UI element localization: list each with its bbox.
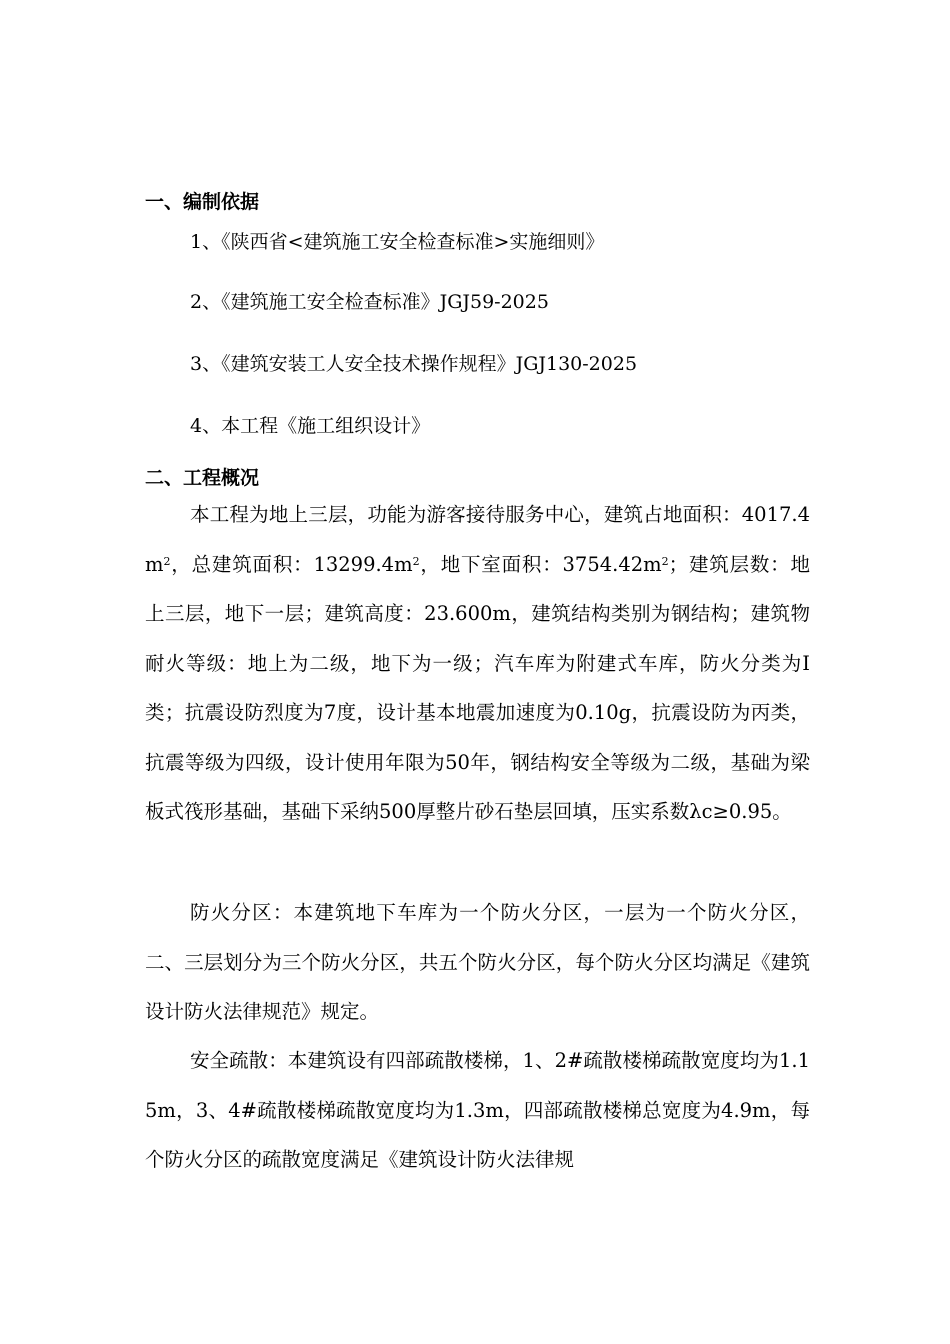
overview-text-part2: ，总建筑面积：13299.4m	[170, 552, 413, 576]
section-heading-overview: 二、工程概况	[145, 467, 260, 489]
superscript-unit-3: 2	[661, 554, 669, 568]
superscript-unit-2: 2	[412, 554, 420, 568]
overview-paragraph	[145, 490, 810, 837]
overview-text-intro: 本工程为地上三层，功能为游客接待服务中心，建筑占地面积：4017.4m	[145, 503, 810, 576]
fire-zone-paragraph: 防火分区：本建筑地下车库为一个防火分区，一层为一个防火分区，二、三层划分为三个防火分区，共五个防火分区，每个防火分区均满足《建筑设计防火法律规范》规定。	[145, 901, 810, 1023]
evacuation-paragraph: 安全疏散：本建筑设有四部疏散楼梯，1、2#疏散楼梯疏散宽度均为1.15m，3、4#疏散楼梯疏散宽度均为1.3m，四部疏散楼梯总宽度为4.9m，每个防火分区的疏散宽度满足《建筑设计防火法律规	[145, 1049, 810, 1171]
overview-text-rest: ；建筑层数：地上三层，地下一层；建筑高度：23.600m，建筑结构类别为钢结构；建筑物耐火等级：地上为二级，地下为一级；汽车库为附建式车库，防火分类为Ⅰ类；抗震设防烈度为7度，设计基本地震加速度为0.10g，抗震设防为丙类，抗震等级为四级，设计使用年限为50年，钢结构安全等级为二级，基础为梁板式筏形基础，基础下采纳500厚整片砂石垫层回填，压实系数λc≥0.95。	[145, 552, 810, 823]
reference-item-2: 2、《建筑施工安全检查标准》JGJ59-2025	[190, 291, 549, 313]
reference-item-4: 4、本工程《施工组织设计》	[190, 415, 431, 437]
overview-text-part3: ，地下室面积：3754.42m	[419, 552, 662, 576]
superscript-unit-1: 2	[163, 554, 171, 568]
reference-item-3: 3、《建筑安装工人安全技术操作规程》JGJ130-2025	[190, 353, 638, 375]
section-heading-basis: 一、编制依据	[145, 191, 260, 213]
reference-item-1: 1、《陕西省<建筑施工安全检查标准>实施细则》	[190, 231, 605, 253]
